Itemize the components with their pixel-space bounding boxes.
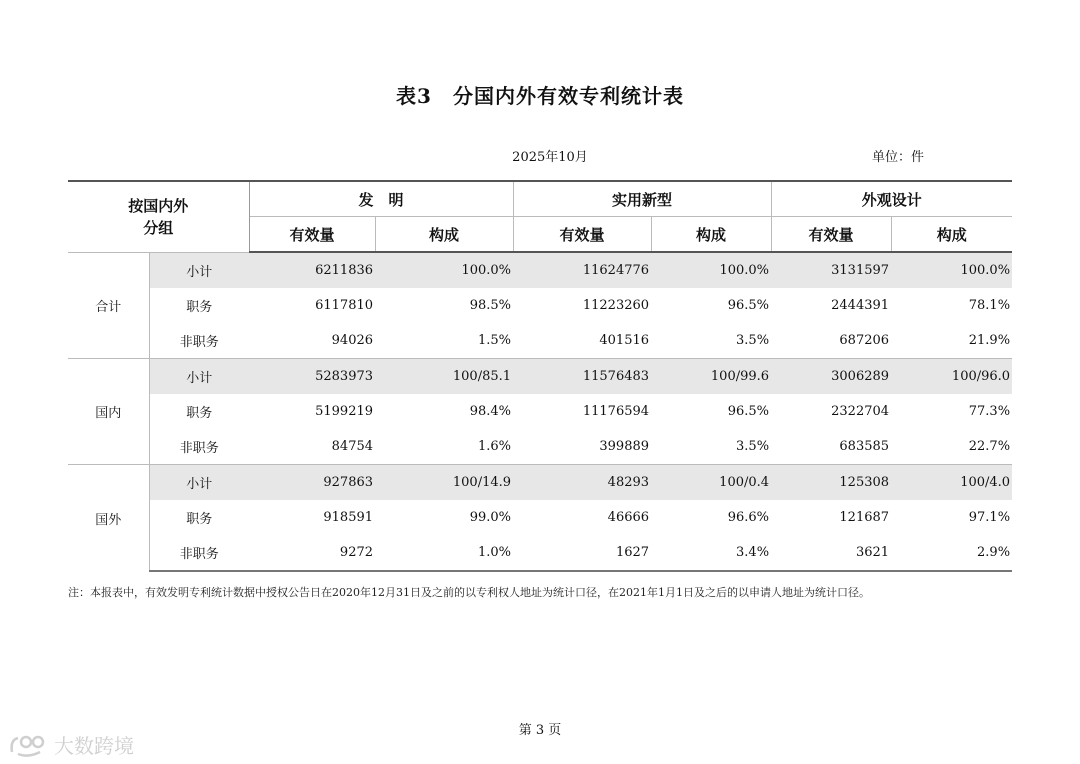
invention-count-cell: 84754 <box>331 439 374 454</box>
invention-share-cell: 100/85.1 <box>375 359 513 395</box>
utility-count-cell: 11576483 <box>513 359 651 395</box>
design-share-cell: 97.1% <box>968 510 1011 525</box>
table-row <box>68 288 1012 323</box>
utility-count-cell: 1627 <box>513 535 651 571</box>
row-label: 小计 <box>149 252 249 288</box>
invention-count-cell: 918591 <box>323 510 374 525</box>
invention-count-cell: 9272 <box>249 535 375 571</box>
invention-share-cell: 98.5% <box>469 298 512 313</box>
utility-share-cell: 100.0% <box>651 252 771 288</box>
invention-count-cell: 5283973 <box>249 359 375 395</box>
column-header-count: 有效量 <box>513 217 651 253</box>
design-share-cell: 22.7% <box>968 439 1011 454</box>
row-label: 职务 <box>186 406 213 421</box>
utility-share-cell: 100/0.4 <box>651 465 771 501</box>
group-label-foreign: 国外 <box>68 465 149 572</box>
column-header-share: 构成 <box>375 217 513 253</box>
row-label: 小计 <box>149 359 249 395</box>
row-label: 职务 <box>186 300 213 315</box>
watermark-logo-icon <box>8 732 48 758</box>
design-count-cell: 3131597 <box>771 252 891 288</box>
table-row <box>68 252 1012 288</box>
table-row <box>68 359 1012 395</box>
report-date: 2025年10月 <box>512 150 588 165</box>
utility-count-cell: 11223260 <box>582 298 650 313</box>
invention-count-cell: 6211836 <box>249 252 375 288</box>
row-label: 非职务 <box>179 441 219 456</box>
design-count-cell: 125308 <box>771 465 891 501</box>
utility-share-cell: 96.6% <box>727 510 770 525</box>
design-share-cell: 78.1% <box>968 298 1011 313</box>
utility-count-cell: 399889 <box>599 439 650 454</box>
table-row <box>68 500 1012 535</box>
utility-share-cell: 100/99.6 <box>651 359 771 395</box>
invention-share-cell: 1.0% <box>375 535 513 571</box>
design-share-cell: 100/96.0 <box>891 359 1012 395</box>
watermark <box>8 730 134 759</box>
patent-statistics-table <box>68 180 1012 572</box>
category-header-invention: 发 明 <box>249 181 513 217</box>
invention-count-cell: 6117810 <box>315 298 374 313</box>
row-label: 职务 <box>186 512 213 527</box>
footnote: 注：本报表中，有效发明专利统计数据中授权公告日在2020年12月31日及之前的以专利权人地址为统计口径，在2021年1月1日及之后的以申请人地址为统计口径。 <box>68 586 870 599</box>
design-count-cell: 121687 <box>839 510 890 525</box>
group-label-domestic: 国内 <box>68 359 149 465</box>
column-header-share: 构成 <box>891 217 1012 253</box>
invention-share-cell: 1.6% <box>478 439 512 454</box>
utility-share-cell: 96.5% <box>727 404 770 419</box>
design-share-cell: 100/4.0 <box>891 465 1012 501</box>
row-label: 小计 <box>149 465 249 501</box>
utility-share-cell: 3.4% <box>651 535 771 571</box>
column-header-count: 有效量 <box>771 217 891 253</box>
utility-count-cell: 11624776 <box>513 252 651 288</box>
utility-count-cell: 46666 <box>607 510 650 525</box>
design-count-cell: 683585 <box>839 439 890 454</box>
utility-count-cell: 401516 <box>599 333 650 348</box>
column-header-count: 有效量 <box>249 217 375 253</box>
row-label: 非职务 <box>149 535 249 571</box>
utility-count-cell: 11176594 <box>582 404 650 419</box>
table-row <box>68 429 1012 465</box>
utility-share-cell: 96.5% <box>727 298 770 313</box>
invention-count-cell: 94026 <box>331 333 374 348</box>
table-title: 表3 分国内外有效专利统计表 <box>396 84 684 108</box>
table-row <box>68 465 1012 501</box>
design-share-cell: 77.3% <box>968 404 1011 419</box>
utility-share-cell: 3.5% <box>736 333 770 348</box>
design-count-cell: 2444391 <box>831 298 890 313</box>
invention-share-cell: 98.4% <box>469 404 512 419</box>
design-count-cell: 3621 <box>771 535 891 571</box>
page-number: 第 3 页 <box>518 723 562 738</box>
design-count-cell: 687206 <box>839 333 890 348</box>
invention-share-cell: 1.5% <box>478 333 512 348</box>
group-label-total: 合计 <box>68 252 149 359</box>
invention-share-cell: 100/14.9 <box>375 465 513 501</box>
column-header-share: 构成 <box>651 217 771 253</box>
row-label: 非职务 <box>179 335 219 350</box>
invention-share-cell: 100.0% <box>375 252 513 288</box>
utility-share-cell: 3.5% <box>736 439 770 454</box>
invention-share-cell: 99.0% <box>469 510 512 525</box>
invention-count-cell: 5199219 <box>315 404 374 419</box>
table-row <box>68 535 1012 571</box>
table-row <box>68 323 1012 359</box>
design-share-cell: 2.9% <box>891 535 1012 571</box>
table-row <box>68 394 1012 429</box>
category-header-utility-model: 实用新型 <box>513 181 771 217</box>
design-count-cell: 2322704 <box>831 404 890 419</box>
group-column-header: 按国内外 分组 <box>68 181 249 252</box>
invention-count-cell: 927863 <box>249 465 375 501</box>
design-share-cell: 21.9% <box>968 333 1011 348</box>
unit-label: 单位：件 <box>872 150 925 165</box>
category-header-design: 外观设计 <box>771 181 1012 217</box>
design-count-cell: 3006289 <box>771 359 891 395</box>
design-share-cell: 100.0% <box>891 252 1012 288</box>
utility-count-cell: 48293 <box>513 465 651 501</box>
watermark-text: 大数跨境 <box>54 734 134 758</box>
